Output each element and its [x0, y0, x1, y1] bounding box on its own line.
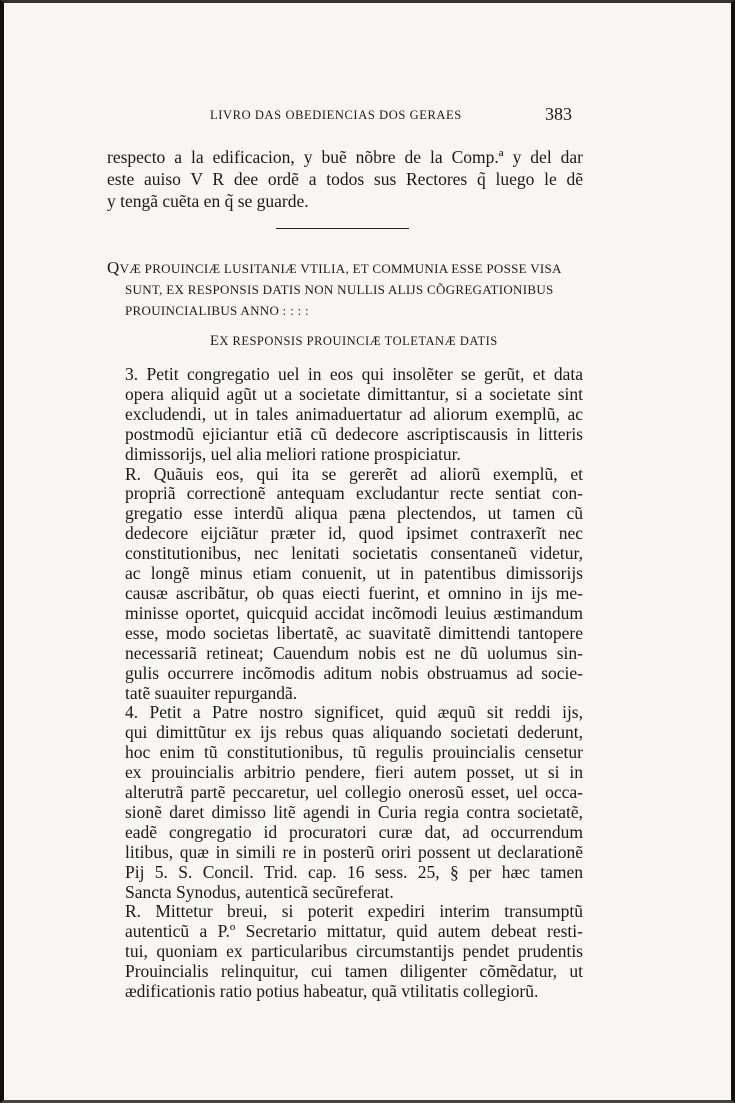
text-line: gulis occurrere incõmodis aditum nobis obstruamus ad socie- [125, 662, 583, 683]
text-line: 3. Petit congregatio uel in eos qui insolẽter se gerũt, et data [125, 364, 583, 384]
text-line: eadẽ congregatio id procuratori curæ dat, ad occurrendum [125, 821, 583, 842]
body-text [107, 365, 583, 1002]
text-line: causæ ascribãtur, ob quas eiecti fuerint, et omnino in ijs me- [125, 582, 583, 603]
text-line: constitutionibus, nec lenitati societatis consentaneũ videtur, [125, 543, 583, 564]
text-line: este auiso V R dee ordẽ a todos sus Rectores q̃ luego le dẽ [107, 169, 583, 189]
title-line-1: VÆ PROUINCIÆ LUSITANIÆ VTILIA, ET COMMUNIA ESSE POSSE VISA [119, 261, 562, 276]
text-line: dimissorijs, uel alia meliori ratione prospiciatur. [125, 443, 461, 464]
subtitle-text: X RESPONSIS PROUINCIÆ TOLETANÆ DATIS [219, 334, 498, 348]
text-line: R. Mittetur breui, si poterit expediri interim transumptũ [125, 901, 583, 922]
subtitle-initial: E [210, 333, 220, 349]
text-line: ædificationis ratio potius habeatur, quã vtilitatis collegiorũ. [125, 981, 539, 1002]
text-line: dedecore eijciãtur præter id, quod ipsimet contraxerĩt nec [125, 523, 583, 544]
text-line: propriã correctionẽ antequam excludantur recte sentiat con- [125, 483, 583, 504]
running-head: LIVRO DAS OBEDIENCIAS DOS GERAES [210, 108, 462, 122]
text-line: autenticũ a P.º Secretario mittatur, quid autem debeat resti- [125, 921, 583, 942]
page-number: 383 [545, 104, 572, 124]
paragraph [107, 703, 583, 902]
paragraph [107, 902, 583, 1002]
text-line: minisse oportet, quicquid accidat incõmodi leuius æstimandum [125, 602, 583, 623]
text-line: esse, modo societas libertatẽ, ac suavitatẽ dimittendi tantopere [125, 622, 583, 643]
text-line: excludendi, ut in tales animaduertatur ad aliorum exemplũ, ac [125, 403, 583, 424]
text-line: ex prouincialis arbitrio pendere, fieri autem posset, ut si in [125, 762, 583, 783]
section-divider [276, 228, 409, 229]
text-line: respecto a la edificacion, y buẽ nõbre de la Comp.ª y del dar [107, 147, 583, 167]
carryover-text [107, 146, 583, 212]
title-line-3: PROUINCIALIBUS ANNO : : : : [125, 303, 309, 318]
page-header [4, 104, 731, 128]
text-line: Sancta Synodus, autenticã secũreferat. [125, 881, 394, 902]
text-line: postmodũ ejiciantur etiã cũ dedecore ascriptiscausis in litteris [125, 423, 583, 444]
title-line [107, 257, 585, 279]
title-line-2: SUNT, EX RESPONSIS DATIS NON NULLIS ALIJS CÕGREGATIONIBUS [125, 282, 554, 297]
paragraph [107, 365, 583, 465]
text-line: Pij 5. S. Concil. Trid. cap. 16 sess. 25, § per hæc tamen [125, 861, 583, 882]
text-line: sionẽ daret dimisso litẽ agendi in Curia regia contra societatẽ, [125, 801, 583, 822]
section-subtitle [210, 333, 498, 350]
text-line: tui, quoniam ex particularibus circumstantijs pendet prudentis [125, 941, 583, 962]
text-line: necessariã retineat; Cauendum nobis est ne dũ uolumus sin- [125, 642, 583, 663]
text-line: R. Quãuis eos, qui ita se gererẽt ad aliorũ exemplũ, et [125, 463, 583, 484]
text-line: 4. Petit a Patre nostro significet, quid æquũ sit reddi ijs, [125, 702, 583, 723]
text-line: tatẽ suauiter repurgandã. [125, 682, 298, 703]
text-line: ac longẽ minus etiam conuenit, ut in patentibus dimissorijs [125, 563, 583, 584]
title-initial: Q [107, 258, 120, 277]
text-line: alterutrã partẽ peccaretur, uel collegio onerosũ esset, uel occa- [125, 782, 583, 803]
text-line: y tengã cuẽta en q̃ se guarde. [107, 191, 309, 211]
text-line: hoc enim tũ constitutionibus, tũ regulis prouincialis censetur [125, 742, 583, 763]
text-line: opera aliquid agũt ut a societate dimittantur, si a societate sint [125, 383, 583, 404]
text-line: Prouincialis relinquitur, cui tamen diligenter cõmẽdatur, ut [125, 961, 583, 982]
text-line: litibus, quæ in simili re in posterũ oriri possent ut declarationẽ [125, 841, 583, 862]
section-title [107, 257, 585, 321]
text-line: qui dimittũtur ex ijs rebus quas aliquando societati dederunt, [125, 722, 583, 743]
text-line: gregatio esse interdũ aliqua pæna plectendos, ut tamen cũ [125, 503, 583, 524]
paragraph [107, 465, 583, 704]
